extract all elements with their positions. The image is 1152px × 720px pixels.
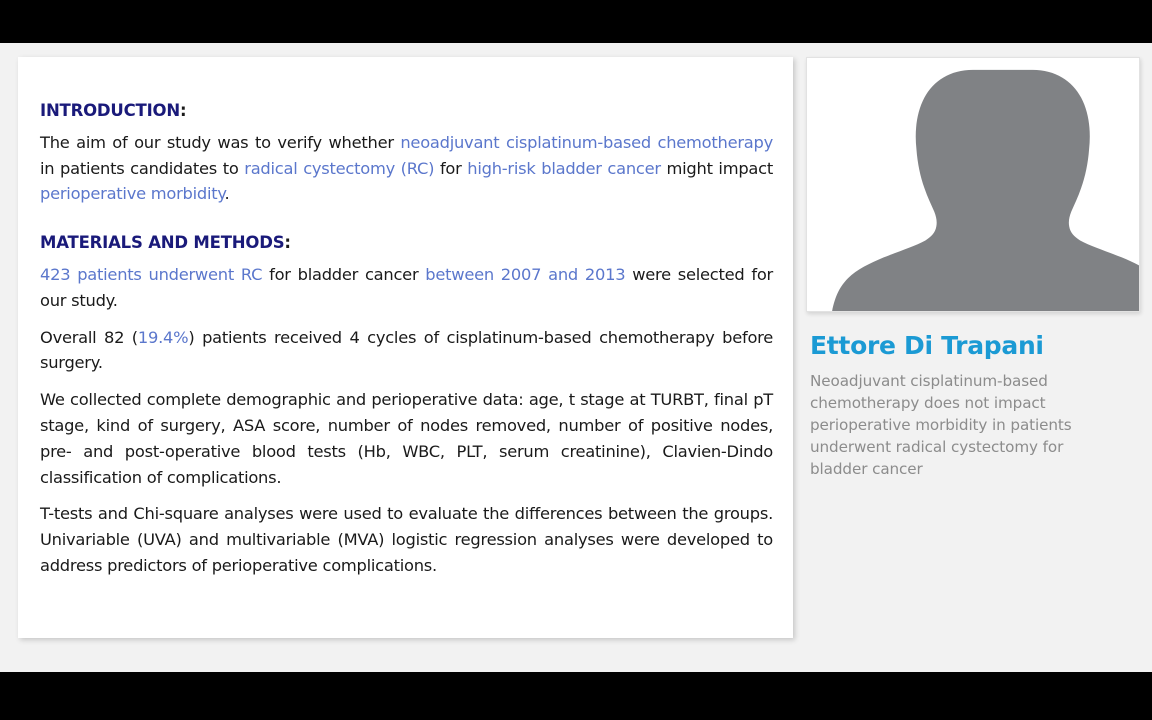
materials-methods-heading	[40, 233, 773, 253]
author-presentation-title: Neoadjuvant cisplatinum-based chemotherapy does not impact perioperative morbidity in patients underwent radical cystectomy for bladder cancer	[810, 371, 1072, 478]
section-spacer	[40, 211, 773, 233]
materials-methods-heading-colon: :	[284, 233, 291, 253]
intro-highlight-high-risk-bladder-cancer: high-risk bladder cancer	[467, 158, 661, 178]
paragraph-spacer	[40, 318, 773, 325]
methods-chemo-segment-1: Overall 82 (	[40, 327, 138, 347]
intro-text-segment-3: for	[434, 158, 468, 178]
avatar	[806, 57, 1140, 312]
intro-text-segment-5: .	[224, 184, 230, 204]
author-panel	[806, 57, 1140, 638]
letterbox-bar-top	[0, 0, 1152, 43]
methods-cohort-segment-1: for bladder cancer	[262, 264, 426, 284]
methods-highlight-percentage: 19.4%	[137, 327, 189, 347]
methods-paragraph-statistics: T-tests and Chi-square analyses were used to evaluate the differences between the groups. Univariable (UVA) and multivariable (MVA) logistic regression analyses were developed to address predictors of perioperative complications.	[40, 504, 773, 575]
methods-highlight-date-range: between 2007 and 2013	[425, 264, 626, 284]
introduction-heading-label: INTRODUCTION	[40, 101, 180, 120]
intro-highlight-perioperative-morbidity: perioperative morbidity	[40, 184, 225, 204]
introduction-heading-colon: :	[179, 101, 187, 120]
methods-cohort-segment-2: were selected for our study.	[40, 264, 773, 310]
intro-text-segment-2: in patients candidates to	[40, 158, 245, 178]
paragraph-spacer	[40, 380, 773, 387]
intro-highlight-radical-cystectomy: radical cystectomy (RC)	[244, 158, 435, 178]
methods-chemo-segment-2: ) patients received 4 cycles of cisplatinum-based chemotherapy before surgery.	[40, 327, 774, 373]
slide-content-card	[18, 57, 793, 638]
methods-paragraph-cohort	[40, 262, 773, 314]
person-silhouette-placeholder-icon	[807, 58, 1139, 311]
intro-text-segment-4: might impact	[660, 158, 773, 178]
introduction-heading	[40, 101, 773, 121]
introduction-paragraph	[40, 130, 773, 207]
paragraph-spacer	[40, 494, 773, 501]
slide-stage	[0, 43, 1152, 672]
methods-highlight-patient-count: 423 patients underwent RC	[40, 264, 263, 284]
letterbox-bar-bottom	[0, 672, 1152, 720]
intro-text-segment-1: The aim of our study was to verify whether	[40, 132, 401, 152]
methods-paragraph-chemotherapy	[40, 325, 773, 377]
materials-methods-heading-label: MATERIALS AND METHODS	[40, 233, 285, 253]
intro-highlight-neoadjuvant-chemotherapy: neoadjuvant cisplatinum-based chemotherapy	[400, 132, 773, 152]
author-name: Ettore Di Trapani	[810, 331, 1044, 360]
methods-paragraph-data-collected: We collected complete demographic and perioperative data: age, t stage at TURBT, final pT stage, kind of surgery, ASA score, number of nodes removed, number of positive nodes, pre- and post-operative blood tests (Hb, WBC, PLT, serum creatinine), Clavien-Dindo classification of complications.	[40, 390, 773, 487]
